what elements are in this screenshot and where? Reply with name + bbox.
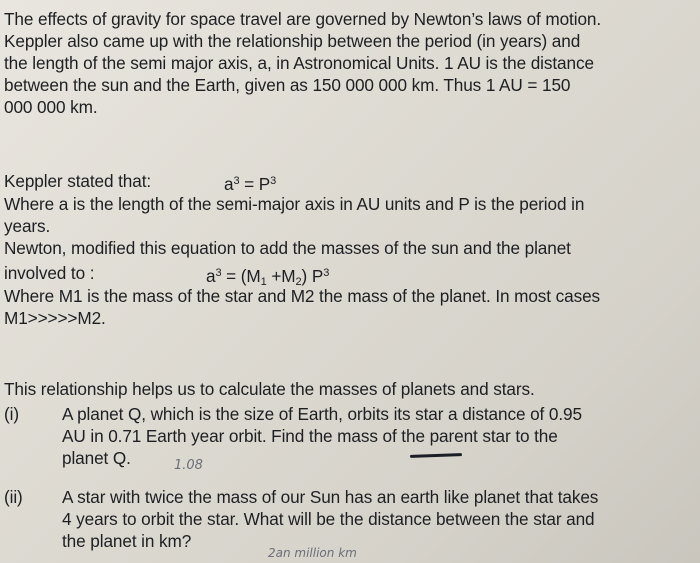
eq-part: = (M <box>221 266 261 286</box>
question-i-label: (i) <box>4 404 19 424</box>
eq-m2-subscript: 2 <box>295 276 302 288</box>
paragraph-line: The effects of gravity for space travel are governed by Newton’s laws of motion. <box>4 9 602 29</box>
question-ii-label: (ii) <box>4 487 23 507</box>
eq-a-exponent: 3 <box>233 175 240 187</box>
paragraph-line: between the sun and the Earth, given as 150 000 000 km. Thus 1 AU = 150 <box>4 75 571 95</box>
handwritten-answer-i: 1.08 <box>174 458 203 473</box>
paragraph-line: 000 000 km. <box>4 97 98 117</box>
definition-paragraph <box>4 193 584 259</box>
question-line: the planet in km? <box>62 531 192 551</box>
question-line: planet Q. <box>62 448 131 468</box>
question-line: 4 years to orbit the star. What will be the distance between the star and <box>62 509 595 529</box>
newton-statement <box>4 262 330 288</box>
handwritten-answer-ii: 2an million km <box>268 546 357 560</box>
paragraph-line: years. <box>4 216 51 236</box>
keppler-statement <box>4 170 277 194</box>
paragraph-line: Newton, modified this equation to add the masses of the sun and the planet <box>4 238 571 258</box>
eq-a-exponent: 3 <box>215 267 222 279</box>
question-i-body <box>62 403 582 469</box>
eq-a: a <box>206 266 216 286</box>
eq-part: +M <box>266 266 296 286</box>
eq-m1-subscript: 1 <box>260 276 267 288</box>
question-line: AU in 0.71 Earth year orbit. Find the mass of the parent star to the <box>62 426 558 446</box>
questions-intro: This relationship helps us to calculate the masses of planets and stars. <box>4 379 535 399</box>
paragraph-line: the length of the semi major axis, a, in Astronomical Units. 1 AU is the distance <box>4 53 594 73</box>
question-line: A star with twice the mass of our Sun has an earth like planet that takes <box>62 487 599 507</box>
question-line: A planet Q, which is the size of Earth, orbits its star a distance of 0.95 <box>62 404 582 424</box>
question-ii-body <box>62 486 598 552</box>
paragraph-line: Keppler also came up with the relationship between the period (in years) and <box>4 31 581 51</box>
intro-paragraph <box>4 8 601 118</box>
paragraph-line: Where a is the length of the semi-major axis in AU units and P is the period in <box>4 194 585 214</box>
eq-p-exponent: 3 <box>270 175 277 187</box>
keppler-label: Keppler stated that: <box>4 171 152 191</box>
newton-label: involved to : <box>4 263 95 283</box>
eq-equals-p: = P <box>239 174 271 194</box>
eq-part: ) P <box>301 266 324 286</box>
eq-p-exponent: 3 <box>323 267 330 279</box>
mass-paragraph <box>4 285 600 329</box>
keppler-equation <box>224 170 276 195</box>
paragraph-line: Where M1 is the mass of the star and M2 the mass of the planet. In most cases <box>4 286 601 306</box>
paragraph-line: M1>>>>>M2. <box>4 308 106 328</box>
eq-a: a <box>224 174 234 194</box>
